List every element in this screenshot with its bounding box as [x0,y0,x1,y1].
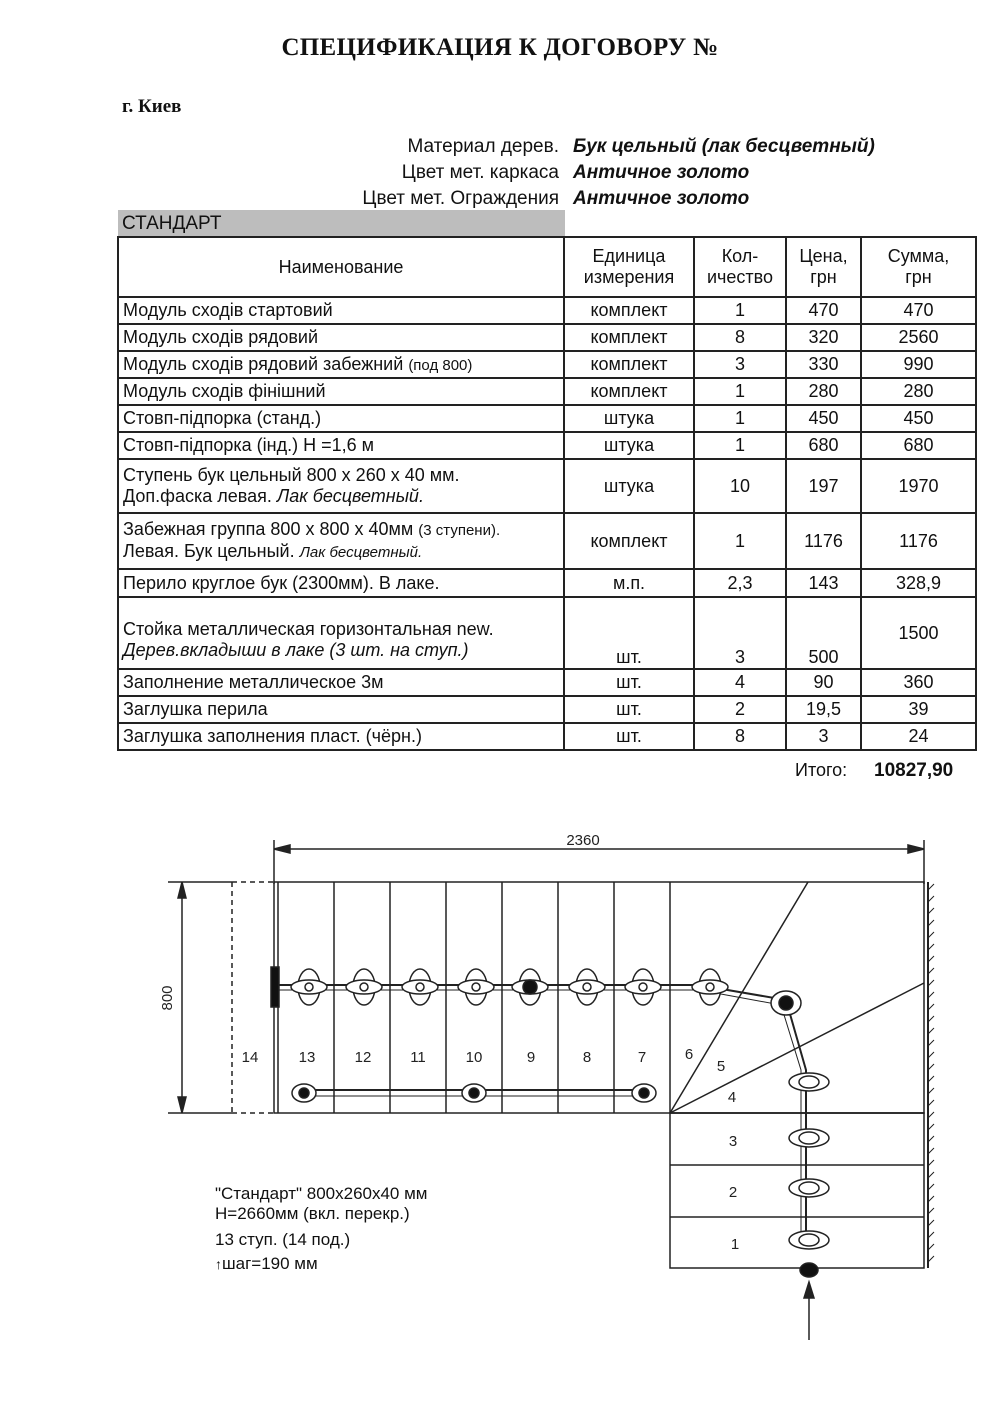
table-row: Ступень бук цельный 800 х 260 х 40 мм. Доп.фаска левая. Лак бесцветный. штука 10 197 1970 [118,459,976,513]
baluster [692,969,728,1005]
table-row: Забежная группа 800 х 800 х 40мм (3 ступени). Левая. Бук цельный. Лак бесцветный. комплект 1 1176 1176 [118,513,976,569]
railing-line-turn-inner [710,992,801,1245]
table-row: Стовп-підпорка (інд.) Н =1,6 м штука 1 680 680 [118,432,976,459]
note-step-size: "Стандарт" 800х260х40 мм [215,1184,428,1203]
width-dimension-label: 2360 [566,832,600,849]
railing-line-turn [710,987,806,1245]
handrail-bracket [632,1084,656,1102]
city: г. Киев [122,96,182,117]
material-value: Бук цельный (лак бесцветный) [573,136,875,157]
handrail-bracket [462,1084,486,1102]
baluster [789,1231,829,1249]
step-number: 4 [727,1089,737,1106]
total-label: Итого: [795,760,848,780]
header-unit: Единица измерения [564,237,694,297]
baluster [625,969,661,1005]
note-step-pitch: ↑шаг=190 мм [215,1254,318,1273]
frame-color-value: Античное золото [573,162,750,183]
material-row [0,136,1000,162]
dim-arrow-left [274,845,290,853]
step-number: 6 [684,1046,694,1063]
step-number: 10 [465,1049,483,1066]
height-dimension-label: 800 [159,985,176,1011]
step-number: 14 [241,1049,259,1066]
table-row: Стовп-підпорка (станд.) штука 1 450 450 [118,405,976,432]
step-number: 7 [637,1049,647,1066]
step-number: 5 [716,1058,726,1075]
table-row: Перило круглое бук (2300мм). В лаке. м.п. 2,3 143 328,9 [118,569,976,597]
step-number: 11 [410,1049,426,1066]
step-number: 9 [526,1049,536,1066]
baluster [569,969,605,1005]
dim-arrow-right [908,845,924,853]
corner-post [771,991,801,1015]
baluster [789,1073,829,1091]
table-row: Заполнение металлическое 3м шт. 4 90 360 [118,669,976,696]
header-qty: Кол- ичество [694,237,786,297]
table-row: Стойка металлическая горизонтальная new. Дерев.вкладыши в лаке (3 шт. на ступ.) шт. 3 500 1500 [118,597,976,669]
baluster [346,969,382,1005]
dim-arrow-top [178,882,186,898]
table-row: Модуль сходів рядовий забежний (под 800) комплект 3 330 990 [118,351,976,378]
entry-arrow-head [804,1282,814,1298]
baluster [291,969,327,1005]
baluster [789,1179,829,1197]
header-price: Цена, грн [786,237,861,297]
baluster [458,969,494,1005]
table-row: Заглушка заполнения пласт. (чёрн.) шт. 8 3 24 [118,723,976,750]
arrow-up-icon: ↑ [215,1256,222,1272]
table-row: Модуль сходів фінішний комплект 1 280 280 [118,378,976,405]
baluster [402,969,438,1005]
step-number: 3 [728,1133,738,1150]
railing-color-label: Цвет мет. Ограждения [362,188,559,209]
note-height: Н=2660мм (вкл. перекр.) [215,1204,410,1223]
start-post [800,1263,818,1277]
baluster [789,1129,829,1147]
wall-flange [271,967,279,1007]
table-row: Модуль сходів стартовий комплект 1 470 470 [118,297,976,324]
total-value: 10827,90 [874,760,954,781]
dim-arrow-bottom [178,1097,186,1113]
step-number: 1 [730,1236,740,1253]
spec-table [117,236,977,751]
document-title: СПЕЦИФИКАЦИЯ К ДОГОВОРУ № [281,34,719,61]
material-label: Материал дерев. [407,136,559,157]
table-row: Модуль сходів рядовий комплект 8 320 2560 [118,324,976,351]
handrail-bracket [292,1084,316,1102]
step-number: 8 [582,1049,592,1066]
standard-label: СТАНДАРТ [118,210,565,236]
frame-color-label: Цвет мет. каркаса [401,162,559,183]
note-steps-count: 13 ступ. (14 под.) [215,1230,351,1249]
step-number: 13 [298,1049,316,1066]
staircase-plan-drawing [0,815,1000,1355]
step-number: 2 [728,1184,738,1201]
frame-color-row [0,162,1000,188]
header-name: Наименование [118,237,564,297]
support-post [512,969,548,1005]
railing-color-value: Античное золото [573,188,750,209]
step-number: 12 [354,1049,372,1066]
table-header [118,237,976,297]
table-row: Заглушка перила шт. 2 19,5 39 [118,696,976,723]
header-sum: Сумма, грн [861,237,976,297]
